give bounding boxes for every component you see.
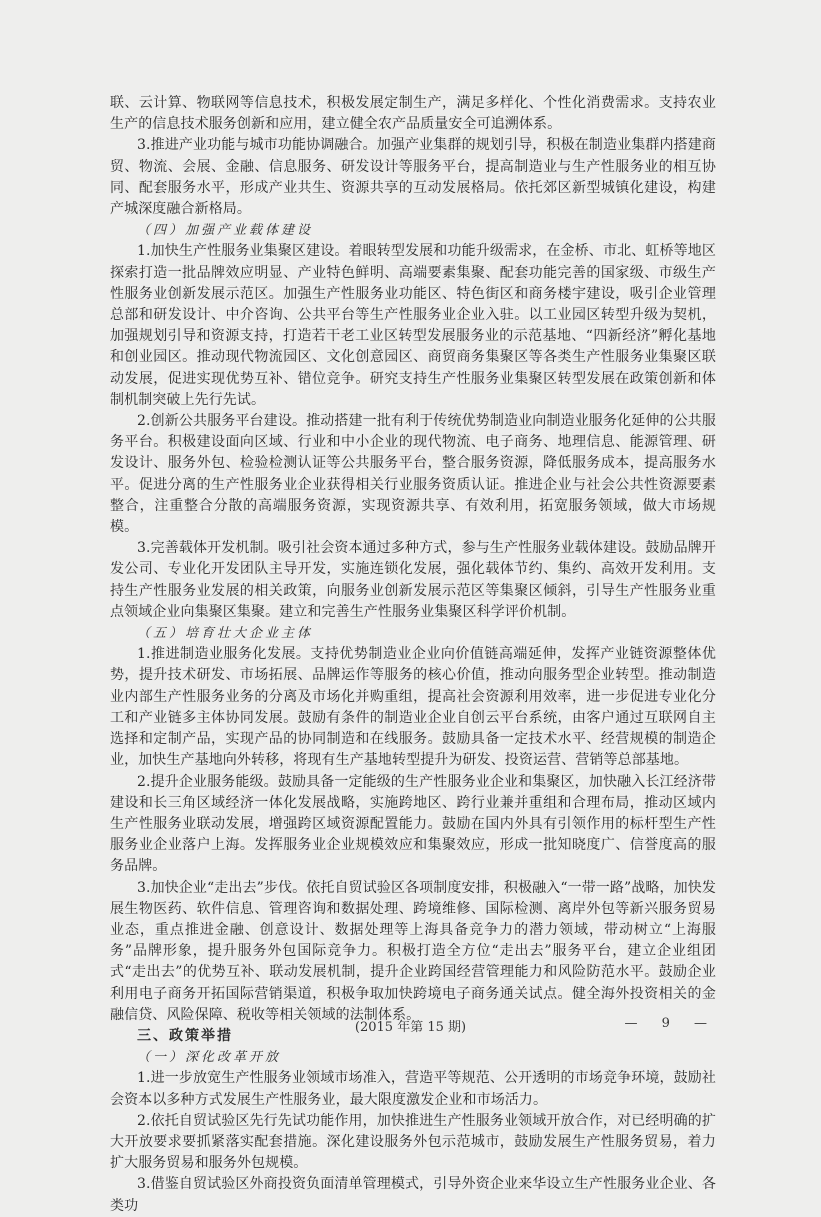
- issue-label: (2015 年第 15 期): [354, 1020, 467, 1035]
- paragraph-ftz-opening: 2.依托自贸试验区先行先试功能作用，加快推进生产性服务业领域开放合作，对已经明确的扩大开放要求要抓紧落实配套措施。深化建设服务外包示范城市，鼓励发展生产性服务贸易，着力扩大服务贸易和服务外包规模。: [110, 1112, 716, 1172]
- paragraph-carrier-development: 3.完善载体开发机制。吸引社会资本通过多种方式，参与生产性服务业载体建设。鼓励品牌开发公司、专业化开发团队主导开发，实施连锁化发展，强化载体节约、集约、高效开发利用。支持生产性服务业发展的相关政策，向服务业创新发展示范区等集聚区倾斜，引导生产性服务业重点领域企业向集聚区集聚。建立和完善生产性服务业集聚区科学评价机制。: [110, 540, 716, 620]
- paragraph-industry-city-integration: 3.推进产业功能与城市功能协调融合。加强产业集群的规划引导，积极在制造业集群内搭建商贸、物流、会展、金融、信息服务、研发设计等服务平台，提高制造业与生产性服务业的相互协同、配套服务水平，形成产业共生、资源共享的互动发展格局。依托郊区新型城镇化建设，构建产城深度融合新格局。: [110, 137, 716, 218]
- paragraph-continuation: 联、云计算、物联网等信息技术，积极发展定制生产，满足多样化、个性化消费需求。支持农业生产的信息技术服务创新和应用，建立健全农产品质量安全可追溯体系。: [110, 95, 716, 133]
- page-number: — 9 —: [624, 1016, 717, 1031]
- paragraph-public-platform: 2.创新公共服务平台建设。推动搭建一批有利于传统优势制造业向制造业服务化延伸的公共服务平台。积极建设面向区域、行业和中小企业的现代物流、电子商务、地理信息、能源管理、研发设计、服务外包、检验检测认证等公共服务平台，整合服务资源，降低服务成本，提高服务水平。促进分离的生产性服务业企业获得相关行业服务资质认证。推进企业与社会公共性资源要素整合，注重整合分散的高端服务资源，实现资源共享、有效利用，拓宽服务领域，做大市场规模。: [110, 413, 716, 536]
- paragraph-cluster-construction: 1.加快生产性服务业集聚区建设。着眼转型发展和功能升级需求，在金桥、市北、虹桥等地区探索打造一批品牌效应明显、产业特色鲜明、高端要素集聚、配套功能完善的国家级、市级生产性服务业创新发展示范区。加强生产性服务业功能区、特色街区和商务楼宇建设，吸引企业管理总部和研发设计、中介咨询、公共平台等生产性服务业企业入驻。以工业园区转型升级为契机，加强规划引导和资源支持，打造若干老工业区转型发展服务业的示范基地、“四新经济”孵化基地和创业园区。推动现代物流园区、文化创意园区、商贸商务集聚区等各类生产性服务业集聚区联动发展，促进实现优势互补、错位竞争。研究支持生产性服务业集聚区转型发展在政策创新和体制机制突破上先行先试。: [110, 243, 716, 408]
- paragraph-service-upgrade: 2.提升企业服务能级。鼓励具备一定能级的生产性服务业企业和集聚区，加快融入长江经济带建设和长三角区域经济一体化发展战略，实施跨地区、跨行业兼并重组和合理布局，推动区域内生产性服务业联动发展，增强跨区域资源配置能力。鼓励在国内外具有引领作用的标杆型生产性服务业企业落户上海。发挥服务业企业规模效应和集聚效应，形成一批知晓度广、信誉度高的服务品牌。: [110, 773, 716, 875]
- section-heading-carrier-construction: （四）加强产业载体建设: [137, 223, 314, 239]
- section-heading-enterprise-cultivation: （五）培育壮大企业主体: [137, 626, 314, 642]
- section-heading-reform-opening: （一）深化改革开放: [137, 1050, 282, 1066]
- document-body: [110, 93, 716, 1217]
- paragraph-going-global: 3.加快企业“走出去”步伐。依托自贸试验区各项制度安排，积极融入“一带一路”战略，加快发展生物医药、软件信息、管理咨询和数据处理、跨境维修、国际检测、离岸外包等新兴服务贸易业态，重点推进金融、创意设计、数据处理等上海具备竞争力的潜力领域，带动树立“上海服务”品牌形象，提升服务外包国际竞争力。积极打造全方位“走出去”服务平台，建立企业组团式“走出去”的优势互补、联动发展机制，提升企业跨国经营管理能力和风险防范水平。鼓励企业利用电子商务开拓国际营销渠道，积极争取加快跨境电子商务通关试点。健全海外投资相关的金融信贷、风险保障、税收等相关领域的法制体系。: [110, 879, 716, 1023]
- paragraph-negative-list: 3.借鉴自贸试验区外商投资负面清单管理模式，引导外资企业来华设立生产性服务业企业、各类功: [110, 1176, 716, 1214]
- paragraph-manufacturing-servitization: 1.推进制造业服务化发展。支持优势制造业企业向价值链高端延伸，发挥产业链资源整体优势，提升技术研发、市场拓展、品牌运作等服务的核心价值，推动向服务型企业转型。推动制造业内部生产性服务业务的分离及市场化并购重组，提高社会资源利用效率，进一步促进专业化分工和产业链多主体协同发展。鼓励有条件的制造业企业自创云平台系统，由客户通过互联网自主选择和定制产品，实现产品的协同制造和在线服务。鼓励具备一定技术水平、经营规模的制造企业，加快生产基地向外转移，将现有生产基地转型提升为研发、投资运营、营销等总部基地。: [110, 646, 716, 769]
- paragraph-market-access: 1.进一步放宽生产性服务业领域市场准入，营造平等规范、公开透明的市场竞争环境，鼓励社会资本以多种方式发展生产性服务业，最大限度激发企业和市场活力。: [110, 1070, 716, 1108]
- chapter-heading-policy-measures: 三、政策举措: [137, 1027, 233, 1044]
